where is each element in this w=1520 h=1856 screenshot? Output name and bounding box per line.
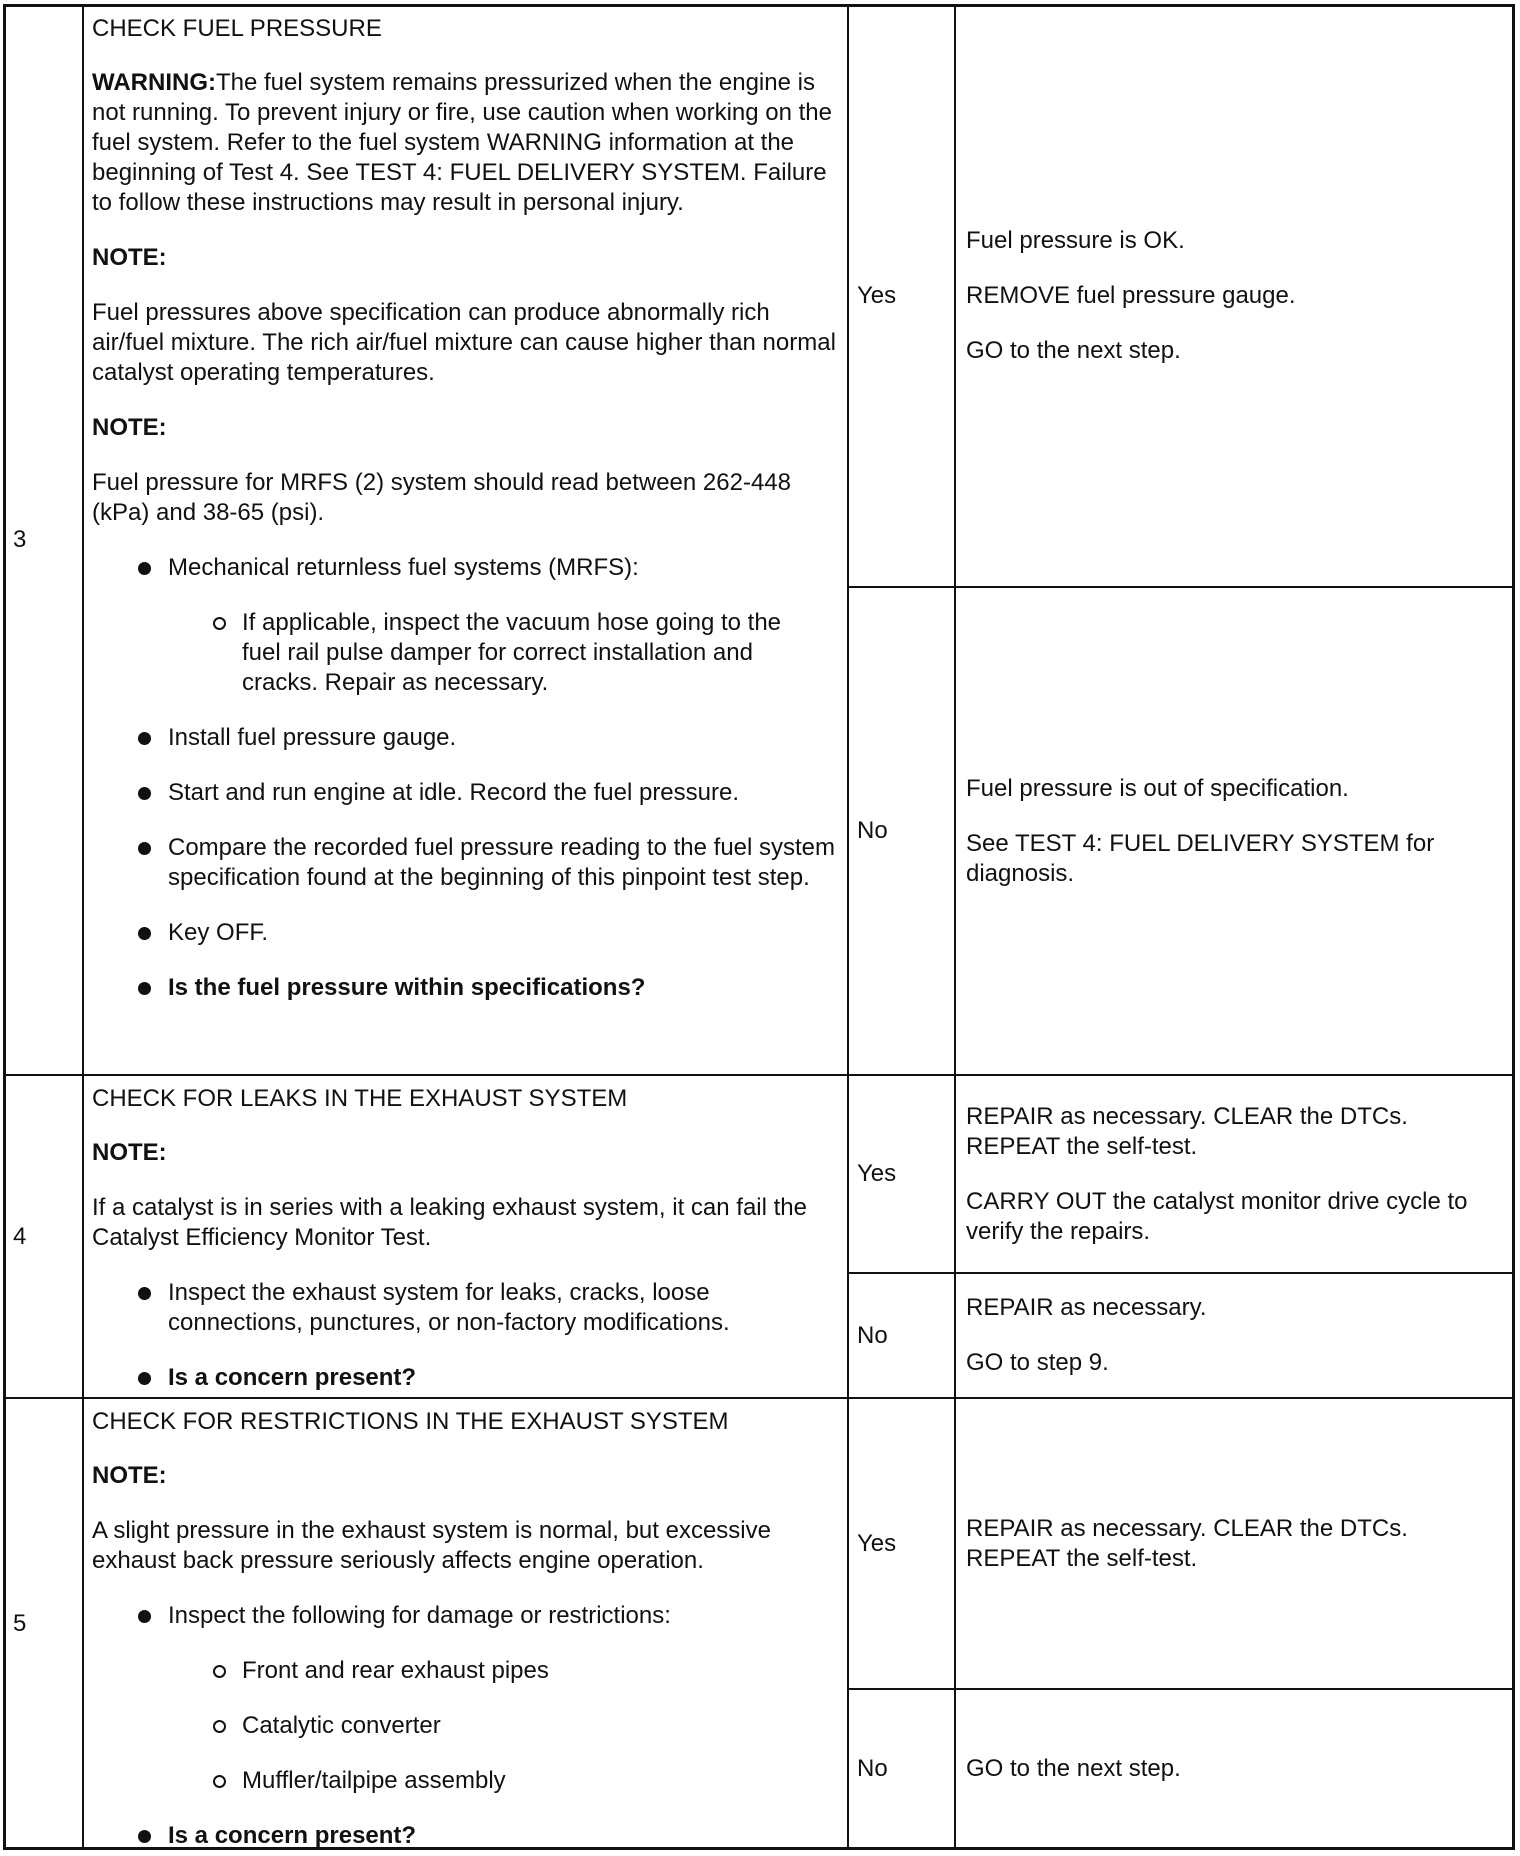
note-text: Fuel pressures above specification can produce abnormally rich air/fuel mixture. The rich air/fuel mixture can cause higher than normal catalyst operating temperatures. — [92, 299, 836, 386]
sub-bullet-item: Front and rear exhaust pipes — [92, 1656, 837, 1686]
bullet-item: Key OFF. — [92, 918, 837, 948]
result-line: REPAIR as necessary. CLEAR the DTCs. REPEAT the self-test. — [966, 1514, 1408, 1572]
answer-yes — [849, 1399, 954, 1688]
result-no — [956, 588, 1514, 1074]
step-number-4 — [5, 1076, 82, 1397]
result-line: REPAIR as necessary. CLEAR the DTCs. REPEAT the self-test. — [966, 1102, 1408, 1160]
sub-bullet-item: Muffler/tailpipe assembly — [92, 1766, 837, 1796]
note-label: NOTE: — [92, 414, 167, 441]
bullet-item: Install fuel pressure gauge. — [92, 723, 837, 753]
step-number: 4 — [13, 1222, 27, 1250]
warning-text: The fuel system remains pressurized when the engine is not running. To prevent injury or fire, use caution when working on the fuel system. Refer to the fuel system WARNING information at the beginning of Test 4. See TEST 4: FUEL DELIVERY SYSTEM. Failure to follow these instructions may result in personal injury. — [92, 69, 832, 216]
note-label: NOTE: — [92, 1139, 167, 1166]
sub-bullet-item: Catalytic converter — [92, 1711, 837, 1741]
question-item: Is a concern present? — [92, 1821, 837, 1851]
answer-label: No — [857, 817, 888, 844]
result-line: GO to the next step. — [966, 1755, 1181, 1782]
bullet-item: Compare the recorded fuel pressure reading to the fuel system specification found at the beginning of this pinpoint test step. — [92, 833, 837, 893]
answer-label: Yes — [857, 1160, 897, 1187]
note-text: A slight pressure in the exhaust system is normal, but excessive exhaust back pressure seriously affects engine operation. — [92, 1517, 771, 1574]
result-line: REMOVE fuel pressure gauge. — [966, 282, 1296, 309]
warning-block — [92, 68, 837, 218]
answer-no — [849, 1690, 954, 1848]
step-4-action — [84, 1076, 847, 1397]
answer-yes — [849, 6, 954, 586]
step-title: CHECK FOR RESTRICTIONS IN THE EXHAUST SYSTEM — [92, 1408, 729, 1435]
result-yes — [956, 1399, 1514, 1688]
step-title: CHECK FUEL PRESSURE — [92, 15, 382, 42]
answer-no — [849, 588, 954, 1074]
result-line: GO to the next step. — [966, 337, 1181, 364]
bullet-item: Inspect the following for damage or restrictions: — [92, 1601, 837, 1631]
step-title: CHECK FOR LEAKS IN THE EXHAUST SYSTEM — [92, 1085, 628, 1112]
answer-yes — [849, 1076, 954, 1272]
result-line: Fuel pressure is out of specification. — [966, 774, 1349, 802]
instruction-list — [92, 553, 837, 1003]
step-number-3 — [5, 6, 82, 1074]
bullet-item: Mechanical returnless fuel systems (MRFS): — [92, 553, 837, 583]
result-yes — [956, 1076, 1514, 1272]
step-3-action — [84, 6, 847, 1074]
step-number-5 — [5, 1399, 82, 1848]
note-label: NOTE: — [92, 1462, 167, 1489]
instruction-list — [92, 1601, 837, 1851]
sub-bullet-item: If applicable, inspect the vacuum hose going to the fuel rail pulse damper for correct installation and cracks. Repair as necessary. — [92, 608, 837, 698]
note-text: If a catalyst is in series with a leaking exhaust system, it can fail the Catalyst Efficiency Monitor Test. — [92, 1194, 807, 1251]
step-5-action — [84, 1399, 847, 1848]
answer-no — [849, 1274, 954, 1397]
answer-label: No — [857, 1755, 888, 1782]
question-item: Is the fuel pressure within specifications? — [92, 973, 837, 1003]
question-item: Is a concern present? — [92, 1363, 837, 1393]
answer-label: No — [857, 1321, 888, 1349]
bullet-item: Start and run engine at idle. Record the fuel pressure. — [92, 778, 837, 808]
result-no — [956, 1274, 1514, 1397]
answer-label: Yes — [857, 282, 897, 309]
step-number: 5 — [13, 1609, 27, 1637]
answer-label: Yes — [857, 1529, 897, 1557]
result-line: CARRY OUT the catalyst monitor drive cycle to verify the repairs. — [966, 1187, 1468, 1245]
note-text: Fuel pressure for MRFS (2) system should read between 262-448 (kPa) and 38-65 (psi). — [92, 469, 791, 526]
result-line: REPAIR as necessary. — [966, 1294, 1207, 1321]
instruction-list — [92, 1278, 837, 1393]
result-line: See TEST 4: FUEL DELIVERY SYSTEM for diagnosis. — [966, 829, 1435, 887]
result-line: Fuel pressure is OK. — [966, 227, 1185, 254]
bullet-item: Inspect the exhaust system for leaks, cracks, loose connections, punctures, or non-factory modifications. — [92, 1278, 837, 1338]
warning-label: WARNING: — [92, 69, 216, 96]
result-no — [956, 1690, 1514, 1848]
result-yes — [956, 6, 1514, 586]
note-label: NOTE: — [92, 244, 167, 271]
step-number: 3 — [13, 526, 27, 553]
result-line: GO to step 9. — [966, 1349, 1109, 1376]
